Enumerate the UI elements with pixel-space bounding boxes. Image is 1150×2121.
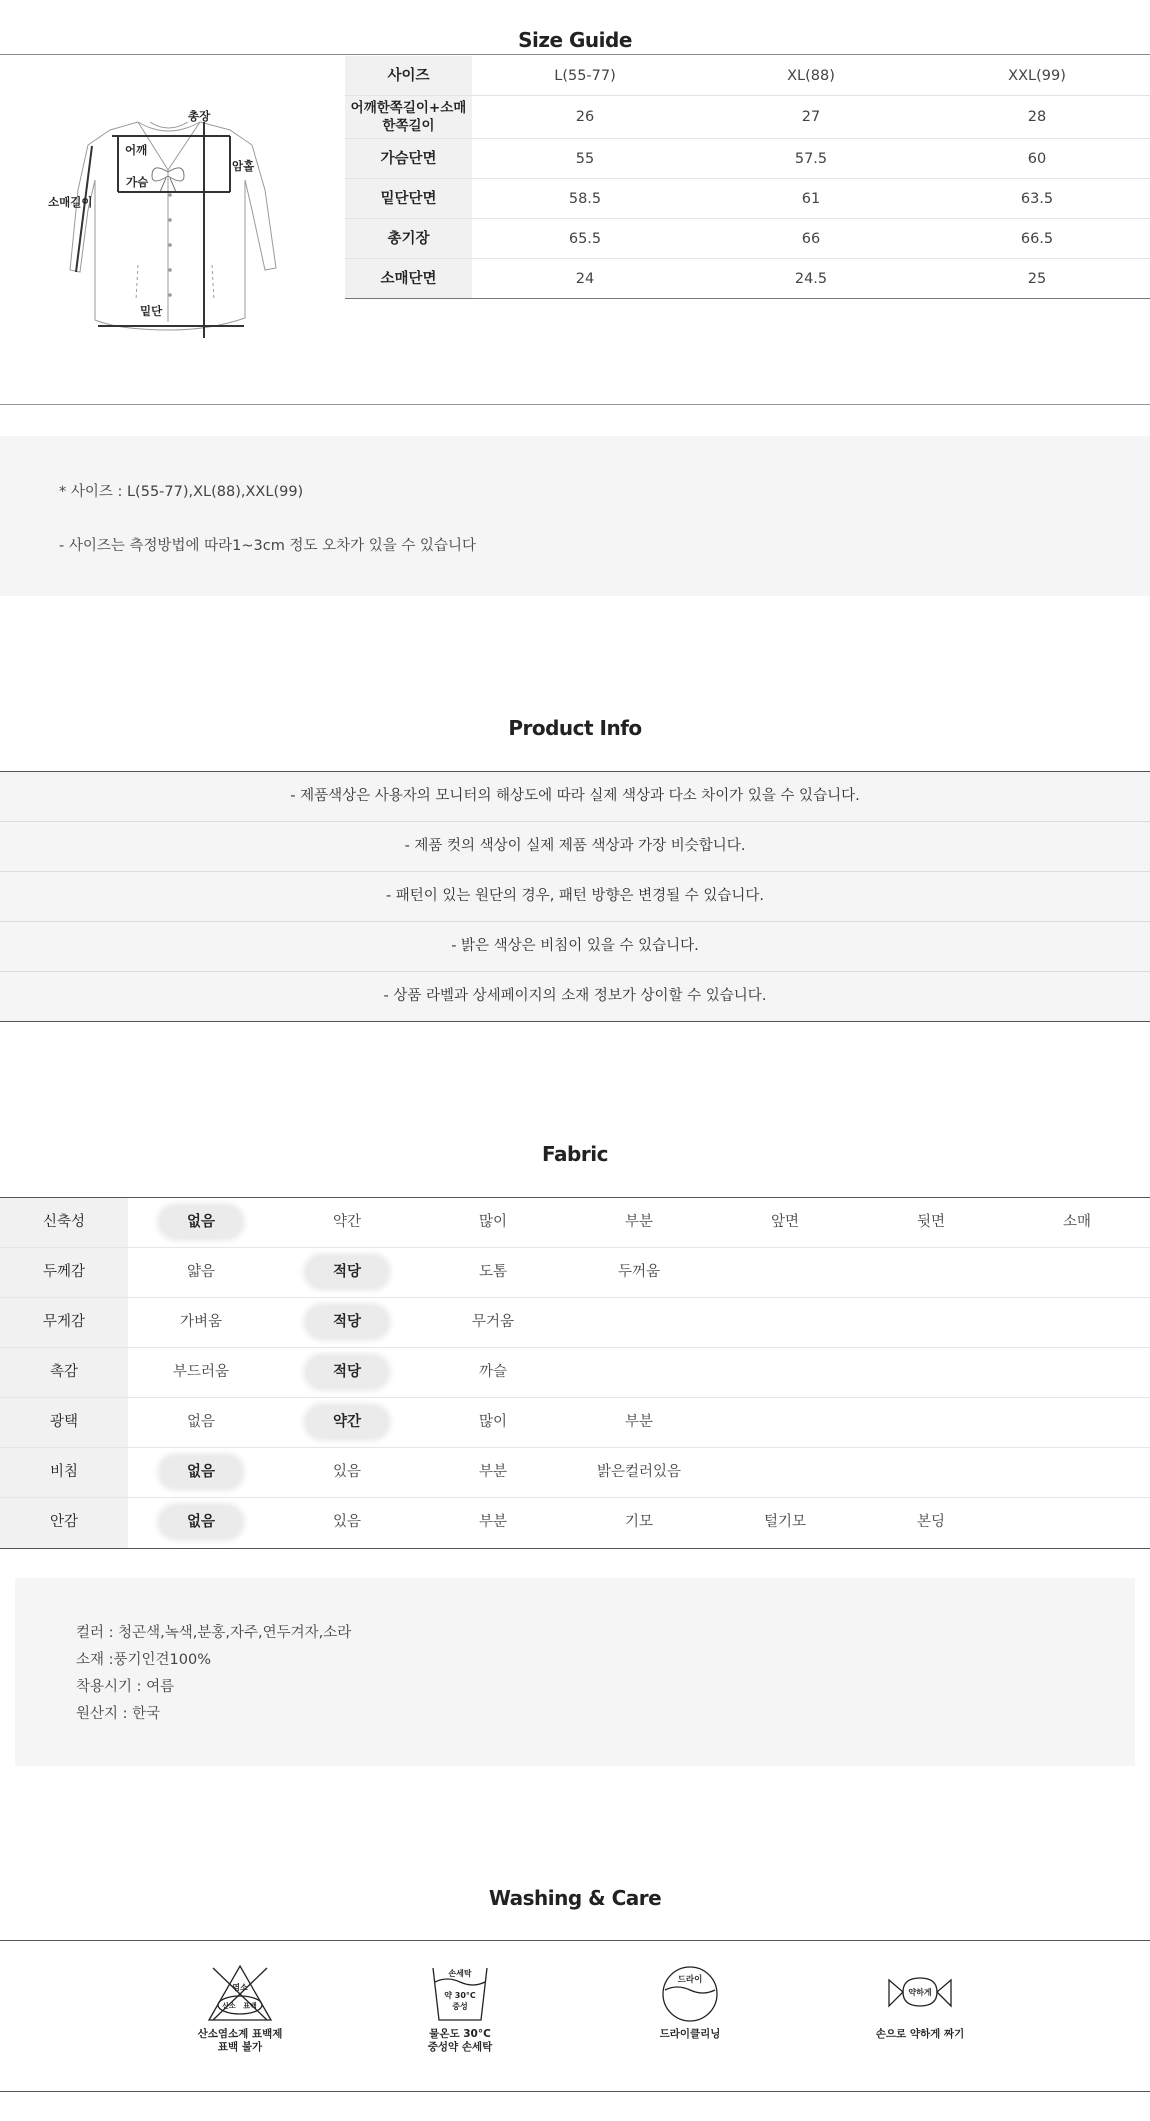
size-row-label: 총기장 [345,219,472,259]
size-column-xl: XL(88) [698,56,924,96]
fabric-row [0,1398,1150,1448]
size-table-row [345,179,1150,219]
fabric-option-label: 뒷면 [916,1214,945,1230]
spec-color: 컬러 : 청곤색,녹색,분홍,자주,연두겨자,소라 [76,1625,352,1641]
size-cell: 55 [472,139,698,179]
fabric-option-label: 부드러움 [172,1364,230,1380]
fabric-option [858,1498,1004,1548]
fabric-option [420,1448,566,1497]
garment-measurement-diagram [40,100,290,360]
fabric-option-label: 없음 [160,1456,242,1488]
wash-icon-text: 손세탁 [448,1969,472,1978]
fabric-option-label: 앞면 [770,1214,799,1230]
fabric-option [420,1298,566,1347]
diagram-label-chest: 가슴 [126,175,149,189]
wash-caption: 드라이클리닝 [659,2028,721,2040]
fabric-option-selected [274,1398,420,1447]
size-guide-title: Size Guide [518,28,632,52]
fabric-option [566,1398,712,1447]
diagram-label-armhole: 암홀 [232,159,255,173]
fabric-option-label: 부분 [624,1414,653,1430]
spec-season: 착용시기 : 여름 [76,1679,175,1695]
fabric-option [274,1198,420,1247]
product-info-item: - 제품 컷의 색상이 실제 제품 색상과 가장 비슷합니다. [0,822,1150,872]
fabric-row-label: 비침 [0,1448,128,1497]
washing-title: Washing & Care [488,1886,662,1910]
fabric-option-label: 부분 [478,1464,507,1480]
fabric-option [420,1398,566,1447]
size-cell: 66 [698,219,924,259]
wash-caption: 산소염소계 표백제 표백 불가 [197,2028,283,2053]
fabric-row-label: 촉감 [0,1348,128,1397]
size-column-xxl: XXL(99) [924,56,1150,96]
fabric-option-label: 많이 [478,1214,507,1230]
wash-item-no-bleach [170,1962,310,2054]
fabric-row [0,1298,1150,1348]
diagram-label-total-length: 총장 [188,109,211,123]
shirt-outline-icon [40,100,290,360]
product-info-item: - 밝은 색상은 비침이 있을 수 있습니다. [0,922,1150,972]
fabric-option [858,1198,1004,1247]
fabric-option-selected [274,1348,420,1397]
fabric-option-label: 본딩 [916,1514,945,1530]
fabric-row [0,1198,1150,1248]
fabric-option [712,1498,858,1548]
wash-item-hand-wash [390,1962,530,2054]
fabric-option [274,1448,420,1497]
fabric-option-label: 있음 [332,1514,361,1530]
product-info-item: - 패턴이 있는 원단의 경우, 패턴 방향은 변경될 수 있습니다. [0,872,1150,922]
fabric-option-label: 약간 [332,1214,361,1230]
fabric-option [566,1448,712,1497]
diagram-label-shoulder: 어깨 [125,143,148,157]
size-row-label: 어깨한쪽길이+소매 한쪽길이 [345,96,472,139]
spec-box [15,1578,1135,1766]
size-table-row [345,96,1150,139]
fabric-option [420,1248,566,1297]
fabric-option [128,1248,274,1297]
fabric-option [420,1348,566,1397]
fabric-option-label: 많이 [478,1414,507,1430]
size-note-box [0,436,1150,596]
diagram-label-sleeve-length: 소매길이 [48,195,93,209]
size-cell: 61 [698,179,924,219]
fabric-option-label: 얇음 [186,1264,215,1280]
fabric-option [420,1498,566,1548]
fabric-option-selected [128,1498,274,1548]
gentle-wring-icon [885,1962,955,2024]
size-cell: 63.5 [924,179,1150,219]
size-cell: 65.5 [472,219,698,259]
fabric-option-label: 털기모 [763,1514,807,1530]
fabric-row [0,1498,1150,1548]
wash-caption: 손으로 약하게 짜기 [875,2028,965,2040]
hand-wash-tub-icon [425,1962,495,2024]
fabric-option-label: 적당 [306,1356,388,1388]
fabric-title: Fabric [542,1142,608,1166]
diagram-label-hem: 밑단 [140,304,163,318]
size-cell: 27 [698,96,924,139]
size-cell: 24 [472,259,698,299]
fabric-option [566,1248,712,1297]
product-info-item: - 상품 라벨과 상세페이지의 소재 정보가 상이할 수 있습니다. [0,972,1150,1021]
fabric-row [0,1448,1150,1498]
no-bleach-triangle-icon [205,1962,275,2024]
size-cell: 25 [924,259,1150,299]
size-row-label: 밑단단면 [345,179,472,219]
fabric-option [128,1298,274,1347]
fabric-option [712,1198,858,1247]
fabric-row [0,1248,1150,1298]
size-note-line: - 사이즈는 측정방법에 따라1~3cm 정도 오차가 있을 수 있습니다 [59,538,476,554]
fabric-option [274,1498,420,1548]
size-cell: 57.5 [698,139,924,179]
fabric-option-label: 적당 [306,1256,388,1288]
wash-item-dry-clean [620,1962,760,2041]
fabric-option [566,1198,712,1247]
fabric-option-label: 약간 [306,1406,388,1438]
fabric-row-label: 무게감 [0,1298,128,1347]
size-cell: 26 [472,96,698,139]
wash-icon-text: 표백 [243,2002,257,2010]
spec-origin: 원산지 : 한국 [76,1706,161,1722]
wash-item-gentle-wring [850,1962,990,2041]
washing-top-rule [0,1940,1150,1941]
size-guide-top-rule [0,54,1150,55]
washing-bottom-rule [0,2091,1150,2092]
size-table-row [345,139,1150,179]
product-info-title: Product Info [508,716,642,740]
fabric-row [0,1348,1150,1398]
fabric-row-label: 두께감 [0,1248,128,1297]
fabric-table [0,1197,1150,1549]
fabric-row-label: 신축성 [0,1198,128,1247]
size-table-row [345,259,1150,299]
size-note-line: * 사이즈 : L(55-77),XL(88),XXL(99) [59,484,304,500]
fabric-option-label: 적당 [306,1306,388,1338]
fabric-option [1004,1198,1150,1247]
fabric-option [128,1398,274,1447]
fabric-option-selected [274,1248,420,1297]
fabric-option-label: 부분 [624,1214,653,1230]
size-cell: 24.5 [698,259,924,299]
product-info-list [0,771,1150,1022]
size-row-label: 가슴단면 [345,139,472,179]
wash-icon-text: 산소 [222,2002,236,2010]
size-table [345,56,1150,299]
wash-icon-text: 염소 [232,1983,248,1992]
size-cell: 28 [924,96,1150,139]
size-guide-bottom-rule [0,404,1150,405]
wash-icon-text: 약 30°C [444,1991,476,2000]
fabric-option-label: 없음 [160,1206,242,1238]
fabric-option-label: 무거움 [471,1314,515,1330]
fabric-option-selected [274,1298,420,1347]
size-cell: 66.5 [924,219,1150,259]
wash-icon-text: 약하게 [908,1988,932,1997]
size-table-header-label: 사이즈 [345,56,472,96]
fabric-option-selected [128,1198,274,1247]
size-cell: 60 [924,139,1150,179]
fabric-option-label: 도톰 [478,1264,507,1280]
size-column-l: L(55-77) [472,56,698,96]
fabric-option-label: 없음 [160,1506,242,1538]
dry-clean-circle-icon [655,1962,725,2024]
fabric-option [128,1348,274,1397]
fabric-option-label: 밝은컬러있음 [596,1464,682,1480]
wash-caption: 물온도 30°C 중성약 손세탁 [427,2028,493,2053]
fabric-option-label: 까슬 [478,1364,507,1380]
fabric-option-selected [128,1448,274,1497]
size-table-header-row [345,56,1150,96]
wash-icon-text: 중성 [452,2002,468,2011]
fabric-row-label: 안감 [0,1498,128,1548]
spec-material: 소재 :풍기인견100% [76,1652,211,1668]
size-row-label: 소매단면 [345,259,472,299]
fabric-option-label: 있음 [332,1464,361,1480]
wash-icon-text: 드라이 [677,1975,703,1985]
size-cell: 58.5 [472,179,698,219]
fabric-row-label: 광택 [0,1398,128,1447]
fabric-option [420,1198,566,1247]
fabric-option-label: 소매 [1062,1214,1091,1230]
size-table-row [345,219,1150,259]
fabric-option-label: 기모 [624,1514,653,1530]
fabric-option-label: 없음 [186,1414,215,1430]
fabric-option-label: 가벼움 [179,1314,223,1330]
fabric-option-label: 두꺼움 [617,1264,661,1280]
product-info-item: - 제품색상은 사용자의 모니터의 해상도에 따라 실제 색상과 다소 차이가 있을 수 있습니다. [0,772,1150,822]
fabric-option [566,1498,712,1548]
fabric-option-label: 부분 [478,1514,507,1530]
